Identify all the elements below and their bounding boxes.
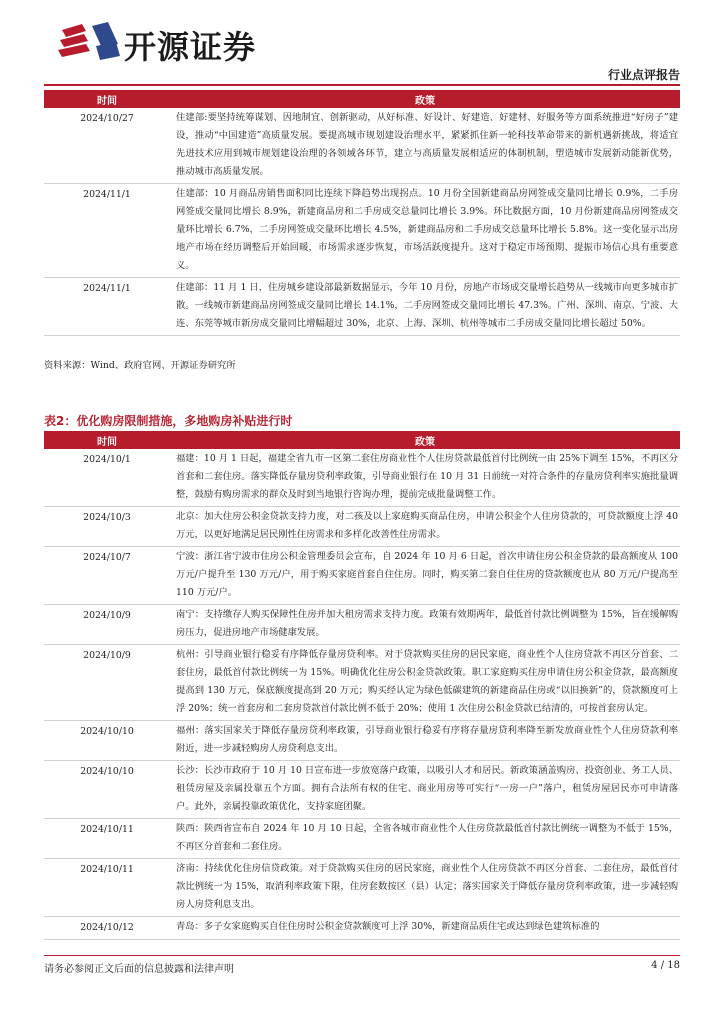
table-row bbox=[44, 449, 680, 507]
table-row bbox=[44, 184, 680, 278]
row-policy: 南宁：支持缴存人购买保障性住房并加大租房需求支持力度。政策有效期两年，最低首付款比例调整为 15%，旨在缓解购房压力，促进房地产市场健康发展。 bbox=[170, 605, 680, 645]
table-row bbox=[44, 859, 680, 917]
table-header-row bbox=[44, 90, 680, 108]
footer-divider bbox=[44, 955, 680, 956]
row-policy: 福州：落实国家关于降低存量房贷利率政策，引导商业银行稳妥有序将存量房贷利率降至新发放商业性个人住房贷款利率附近，进一步减轻购房人房贷利息支出。 bbox=[170, 721, 680, 761]
table-row bbox=[44, 605, 680, 645]
row-date: 2024/10/3 bbox=[44, 507, 170, 547]
table-row bbox=[44, 761, 680, 819]
policy-table-2 bbox=[44, 431, 680, 940]
table-row bbox=[44, 917, 680, 940]
row-date: 2024/10/11 bbox=[44, 819, 170, 859]
report-type-label: 行业点评报告 bbox=[607, 68, 680, 82]
row-policy: 济南：持续优化住房信贷政策。对于贷款购买住房的居民家庭，商业性个人住房贷款不再区分首套、二套住房，最低首付款比例统一为 15%，取消利率政策下限，住房套数按区（县）认定；落实国家关于降低存量房贷利率政策，进一步减轻购房人房贷利息支出。 bbox=[170, 859, 680, 917]
row-date: 2024/10/9 bbox=[44, 645, 170, 721]
row-policy: 福建：10 月 1 日起，福建全省九市一区第二套住房商业性个人住房贷款最低首付比例统一由 25%下调至 15%，不再区分首套和二套住房。落实降低存量房贷利率政策，引导商业银行在 10 月 31 日前统一对符合条件的存量房贷利率实施批量调整，鼓励有购房需求的群众及时到当地银行咨询办理，提前完成批量调整工作。 bbox=[170, 449, 680, 507]
row-policy: 宁波：浙江省宁波市住房公积金管理委员会宣布，自 2024 年 10 月 6 日起，首次申请住房公积金贷款的最高额度从 100 万元/户提升至 130 万元/户，用于购买家庭首套自住住房。同时，购买第二套自住住房的贷款额度也从 80 万元/户提高至 110 万元/户。 bbox=[170, 547, 680, 605]
row-policy: 青岛：多子女家庭购买自住住房时公积金贷款额度可上浮 30%，新建商品质住宅或达到绿色建筑标准的 bbox=[170, 917, 680, 940]
row-date: 2024/10/1 bbox=[44, 449, 170, 507]
row-date: 2024/10/7 bbox=[44, 547, 170, 605]
page-header bbox=[0, 0, 724, 80]
row-policy: 陕西：陕西省宣布自 2024 年 10 月 10 日起，全省各城市商业性个人住房贷款最低首付款比例统一调整为不低于 15%，不再区分首套和二套住房。 bbox=[170, 819, 680, 859]
header-divider bbox=[44, 84, 680, 86]
page-number: 4 / 18 bbox=[651, 960, 680, 971]
table-row bbox=[44, 507, 680, 547]
row-date: 2024/10/27 bbox=[44, 108, 170, 184]
table-row bbox=[44, 645, 680, 721]
table-row bbox=[44, 108, 680, 184]
row-date: 2024/10/10 bbox=[44, 721, 170, 761]
row-policy: 住建部：10 月商品房销售面积同比连续下降趋势出现拐点。10 月份全国新建商品房网签成交量同比增长 0.9%，二手房网签成交量同比增长 8.9%，新建商品房和二手房成交总量同比增长 3.9%。环比数据方面，10 月份新建商品房网签成交量环比增长 6.7%，二手房网签成交量环比增长 4.5%，新建商品房和二手房成交总量环比增长 5.8%。这一变化显示出房地产市场在经历调整后开始回暖，市场需求逐步恢复，市场活跃度提升。这对于稳定市场预期、提振市场信心具有重要意义。 bbox=[170, 184, 680, 278]
table-row bbox=[44, 278, 680, 336]
brand-logo-text: 开源证券 bbox=[124, 28, 257, 66]
row-date: 2024/11/1 bbox=[44, 184, 170, 278]
row-date: 2024/10/9 bbox=[44, 605, 170, 645]
table-header-row bbox=[44, 431, 680, 449]
table-row bbox=[44, 547, 680, 605]
column-header-policy: 政策 bbox=[170, 90, 680, 108]
row-policy: 住建部:要坚持统筹谋划、因地制宜、创新驱动，从好标准、好设计、好建造、好建材、好服务等方面系统推进“好房子”建设，推动“中国建造”高质量发展。要提高城市规划建设治理水平，紧紧抓住新一轮科技革命带来的新机遇新挑战，将适宜先进技术应用到城市规划建设治理的各领域各环节，建立与高质量发展相适应的体制机制，塑造城市发展新动能新优势，推动城市高质量发展。 bbox=[170, 108, 680, 184]
column-header-date: 时间 bbox=[44, 431, 170, 449]
policy-table-1 bbox=[44, 90, 680, 336]
row-date: 2024/10/12 bbox=[44, 917, 170, 940]
row-policy: 杭州：引导商业银行稳妥有序降低存量房贷利率。对于贷款购买住房的居民家庭，商业性个人住房贷款不再区分首套、二套住房，最低首付款比例统一为 15%。明确优化住房公积金贷款政策。职工家庭购买住房申请住房公积金贷款，最高额度提高到 130 万元，保底额度提高到 20 万元；购买经认定为绿色低碳建筑的新建商品住房或“以旧换新”的，贷款额度可上浮 20%；统一首套房和二套房贷款首付款比例不低于 20%；使用 1 次住房公积金贷款已结清的，可按首套房认定。 bbox=[170, 645, 680, 721]
table-row bbox=[44, 819, 680, 859]
table-row bbox=[44, 721, 680, 761]
column-header-date: 时间 bbox=[44, 90, 170, 108]
row-date: 2024/10/11 bbox=[44, 859, 170, 917]
row-policy: 住建部：11 月 1 日，住房城乡建设部最新数据显示，今年 10 月份，房地产市场成交量增长趋势从一线城市向更多城市扩散。一线城市新建商品房网签成交量同比增长 14.1%，二手房网签成交量同比增长 47.3%。广州、深圳、南京、宁波、大连、东莞等城市新房成交量同比增幅超过 30%，北京、上海、深圳、杭州等城市二手房成交量同比增长超过 50%。 bbox=[170, 278, 680, 336]
row-date: 2024/10/10 bbox=[44, 761, 170, 819]
table-2-title: 表2：优化购房限制措施，多地购房补贴进行时 bbox=[44, 414, 293, 428]
row-policy: 长沙：长沙市政府于 10 月 10 日宣布进一步放宽落户政策，以吸引人才和居民。新政策涵盖购房、投资创业、务工人员、租赁房屋及亲属投靠五个方面。拥有合法所有权的住宅、商业用房等可实行“一房一户”落户，租赁房屋居民亦可申请落户。此外，亲属投靠政策优化，支持家庭团聚。 bbox=[170, 761, 680, 819]
row-policy: 北京：加大住房公积金贷款支持力度，对二孩及以上家庭购买商品住房，申请公积金个人住房贷款的，可贷款额度上浮 40 万元，以更好地满足居民刚性住房需求和多样化改善性住房需求。 bbox=[170, 507, 680, 547]
column-header-policy: 政策 bbox=[170, 431, 680, 449]
footer-disclaimer: 请务必参阅正文后面的信息披露和法律声明 bbox=[44, 964, 234, 975]
source-note: 资料来源：Wind、政府官网、开源证券研究所 bbox=[44, 360, 236, 371]
row-date: 2024/11/1 bbox=[44, 278, 170, 336]
